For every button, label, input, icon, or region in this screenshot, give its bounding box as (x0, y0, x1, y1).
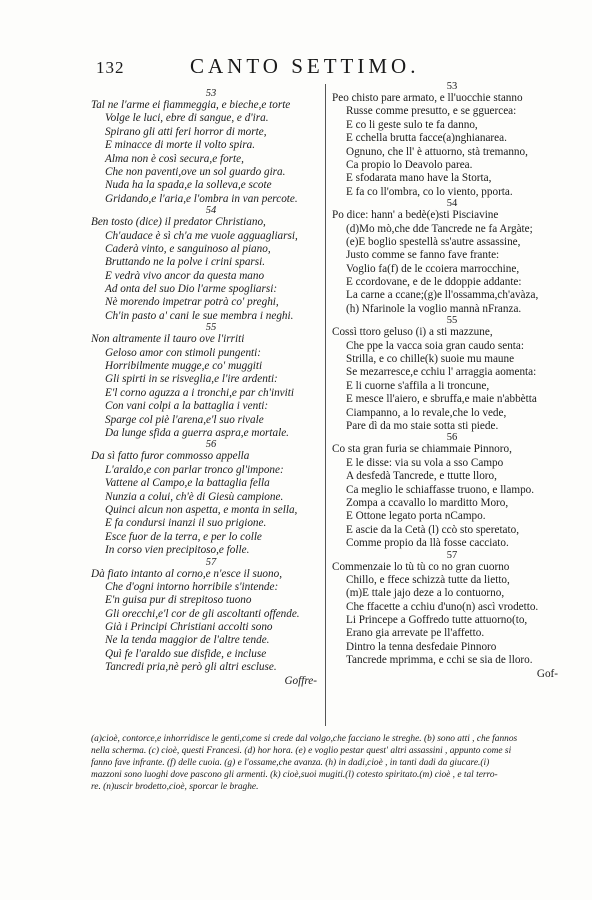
neapolitan-stanza (332, 433, 572, 550)
verse-line: E Ottone legato porta nCampo. (346, 510, 486, 523)
neapolitan-stanza (332, 82, 572, 199)
running-title: CANTO SETTIMO. (190, 54, 420, 78)
verse-line: Non altramente il tauro ove l'irriti (91, 333, 245, 346)
footnote-line: mazzoni sono luoghi dove pascono gli armenti. (k) cioè,suoi mugiti.(l) cotesto spiritato.(m) cioè , e tal terro- (91, 770, 498, 781)
verse-line: E li cuorne s'affila a li troncune, (346, 379, 490, 392)
verse-line: Che non paventi,ove un sol guardo gira. (105, 165, 286, 178)
verse-line: Ognuno, che ll' è attuorno, stà tremanno, (346, 145, 528, 158)
verse-line: (m)E ttale jajo deze a lo contuorno, (346, 587, 505, 600)
verse-line: Geloso amor con stimoli pungenti: (105, 346, 261, 359)
verse-line: Ca propio lo Deavolo parea. (346, 158, 473, 171)
stanza-number: 56 (446, 432, 458, 444)
verse-line: Peo chisto pare armato, e ll'uocchie stanno (332, 92, 523, 104)
verse-line: Erano gia arrevate pe ll'affetto. (346, 627, 485, 640)
verse-line: E ccordovane, e de le ddoppie addante: (346, 276, 522, 289)
italian-stanza (91, 206, 331, 323)
italian-stanza (91, 558, 331, 675)
verse-line: Chillo, e ffece schizzà tutte da lietto, (346, 573, 510, 586)
verse-line: Voglio fa(f) de le ccoiera marrocchine, (346, 262, 520, 275)
verse-line: Vattene al Campo,e la battaglia fella (105, 477, 270, 490)
verse-line: Cossì ttoro geluso (i) a sti mazzune, (332, 326, 493, 339)
neapolitan-stanza (332, 316, 572, 433)
verse-line: Co sta gran furia se chiammaie Pinnoro, (332, 443, 512, 456)
verse-line: Justo comme se fanno fave frante: (346, 249, 500, 262)
verse-line: E ascie da la Cetà (l) ccò sto speretato, (346, 523, 520, 536)
verse-line: (d)Mo mò,che dde Tancrede ne fa Argàte; (346, 222, 533, 235)
verse-line: E fa co ll'ombra, co lo viento, pporta. (346, 185, 513, 198)
italian-stanza (91, 323, 331, 440)
verse-line: Dintro la tenna desfedaie Pinnoro (346, 640, 497, 653)
verse-line: Da lunge sfida a guerra aspra,e mortale. (105, 426, 289, 439)
italian-stanza (91, 440, 331, 557)
verse-line: Che ppe la vacca soia gran caudo senta: (346, 339, 524, 352)
verse-line: Russe comme presutto, e se gguercea: (346, 105, 517, 118)
verse-line: Tancredi pria,nè però gli altri escluse. (105, 661, 277, 674)
verse-line: Nunzia a colui, ch'è di Giesù campione. (105, 490, 284, 503)
verse-line: L'araldo,e con parlar tronco gl'impone: (105, 463, 284, 476)
neapolitan-column (332, 82, 572, 681)
verse-line: Ch'audace è sì ch'a me vuole agguagliarsi, (105, 229, 298, 242)
verse-line: Po dice: hann' a bedè(e)sti Pisciavine (332, 209, 499, 222)
verse-line: Bruttando ne la polve i crini sparsi. (105, 256, 266, 269)
verse-line: Ch'in pasto a' cani le sue membra i neghi. (105, 309, 294, 322)
verse-line: Con vani colpi a la battaglia i venti: (105, 400, 269, 413)
verse-line: Che d'ogni intorno horribile s'intende: (105, 580, 279, 593)
verse-line: Li Princepe a Goffredo tutte attuorno(to, (346, 614, 528, 627)
verse-line: In corso vien precipitoso,e folle. (105, 544, 250, 557)
stanza-number: 56 (205, 439, 217, 451)
verse-line: Nè morendo impetrar potrà co' preghi, (105, 296, 279, 309)
stanza-number: 57 (446, 549, 458, 561)
catchword: Goffre- (284, 674, 317, 687)
catchword: Gof- (536, 667, 558, 680)
verse-line: Horribilmente mugge,e co' muggiti (105, 360, 263, 373)
verse-line: Tancrede mprimma, e cchi se sia de lloro. (346, 654, 533, 667)
verse-line: Gridando,e l'aria,e l'ombra in van percote. (105, 192, 298, 205)
verse-line: E vedrà vivo ancor da questa mano (105, 269, 265, 282)
verse-line: E minacce di morte il volto spira. (105, 139, 256, 152)
stanza-number: 55 (446, 315, 458, 327)
verse-line: E mesce ll'aiero, e sbruffa,e maie n'abbètta (346, 393, 537, 406)
verse-line: A desfedà Tancrede, e ttutte lloro, (346, 470, 497, 483)
verse-line: Nuda ha la spada,e la solleva,e scote (105, 179, 272, 192)
verse-line: E co li geste sulo te fa danno, (346, 118, 478, 131)
page-number: 132 (96, 58, 125, 77)
footnote-line: nella scherma. (c) cioè, questi Francesi. (d) hor hora. (e) e voglio pestar quest' altri assassini , appunto come si (91, 746, 512, 757)
verse-line: Alma non è così secura,e forte, (105, 152, 244, 165)
footnote-line: re. (n)uscir brodetto,cioè, sporcar le braghe. (91, 782, 259, 793)
stanza-number: 53 (446, 81, 458, 92)
verse-line: E le disse: via su vola a sso Campo (346, 456, 504, 469)
footnote-line: (a)cioè, contorce,e inhorridisce le genti,come si crede dal volgo,che facciano le streghe. (b) sono atti , che fannos (91, 734, 518, 744)
verse-line: E sfodarata mano have la Storta, (346, 172, 492, 185)
verse-line: Sparge col piè l'arena,e'l suo rivale (105, 413, 264, 426)
verse-line: Quì fe l'araldo sue disfide, e incluse (105, 647, 267, 660)
stanza-number: 54 (205, 205, 217, 217)
stanza-number: 54 (446, 198, 458, 210)
verse-line: Pare dì da mo staie sotta sti piede. (346, 419, 499, 432)
neapolitan-stanza (332, 199, 572, 316)
page-header (96, 52, 456, 82)
footnotes (91, 733, 571, 793)
stanza-number: 53 (205, 88, 217, 99)
verse-line: Che ffacette a cchiu d'uno(n) ascì vrodetto. (346, 600, 539, 613)
verse-line: Quinci alcun non aspetta, e monta in sella, (105, 503, 298, 516)
verse-line: E fa condursi inanzi il suo prigione. (105, 517, 267, 530)
italian-stanza (91, 89, 331, 206)
verse-line: Gli spirti in se risveglia,e l'ire ardenti: (105, 373, 278, 386)
stanza-number: 55 (205, 322, 217, 334)
verse-line: Comme propio da llà fosse cacciato. (346, 537, 509, 550)
verse-line: E cchella brutta facce(a)nghianarea. (346, 132, 507, 145)
verse-line: Se mezarresce,e cchiu l' arraggia aomenta: (346, 366, 537, 379)
verse-line: Dà fiato intanto al corno,e n'esce il suono, (91, 567, 283, 580)
verse-line: Volge le luci, ebre di sangue, e d'ira. (105, 112, 269, 125)
neapolitan-stanza (332, 551, 572, 668)
verse-line: Esce fuor de la terra, e per lo colle (105, 530, 262, 543)
verse-line: La carne a ccane;(g)e ll'ossamma,ch'avàza, (346, 289, 539, 302)
footnote-line: fanno fave infrante. (f) delle cuoia. (g) e l'ossame,che avanza. (h) in dadi,cioè , in tanti dadi da giucare.(i) (91, 758, 490, 769)
verse-line: Ne la tenda maggior de l'altre tende. (105, 634, 270, 647)
verse-line: (h) Nfarinole la voglio mannà nFranza. (346, 302, 522, 315)
verse-line: Tal ne l'arme ei fiammeggia, e bieche,e torte (91, 99, 291, 111)
verse-line: E'n guisa pur di strepitoso tuono (105, 594, 252, 607)
verse-line: Caderà vinto, e sanguinoso al piano, (105, 242, 271, 255)
verse-line: Gli orecchi,e'l cor de gli ascoltanti offende. (105, 607, 300, 620)
verse-line: Ciampanno, a lo revale,che lo vede, (346, 406, 507, 419)
verse-line: E'l corno aguzza a i tronchi,e par ch'inviti (105, 386, 294, 399)
verse-line: Già i Principi Christiani accolti sono (105, 621, 273, 634)
verse-line: (e)E boglio spestellà ss'autre assassine, (346, 235, 521, 248)
italian-column (91, 89, 331, 688)
verse-line: Ca meglio le schiaffasse truono, e llampo. (346, 483, 535, 496)
verse-line: Zompa a ccavallo lo marditto Moro, (346, 496, 509, 509)
verse-line: Da sì fatto furor commosso appella (91, 450, 250, 463)
verse-line: Spirano gli atti feri horror di morte, (105, 125, 267, 138)
stanza-number: 57 (205, 556, 217, 568)
verse-line: Ben tosto (dice) il predator Christiano, (91, 216, 266, 229)
verse-line: Ad onta del suo Dio l'arme spogliarsi: (105, 283, 278, 296)
verse-line: Commenzaie lo tù tù co no gran cuorno (332, 560, 510, 573)
verse-line: Strilla, e co chille(k) suoie mu maune (346, 353, 515, 366)
